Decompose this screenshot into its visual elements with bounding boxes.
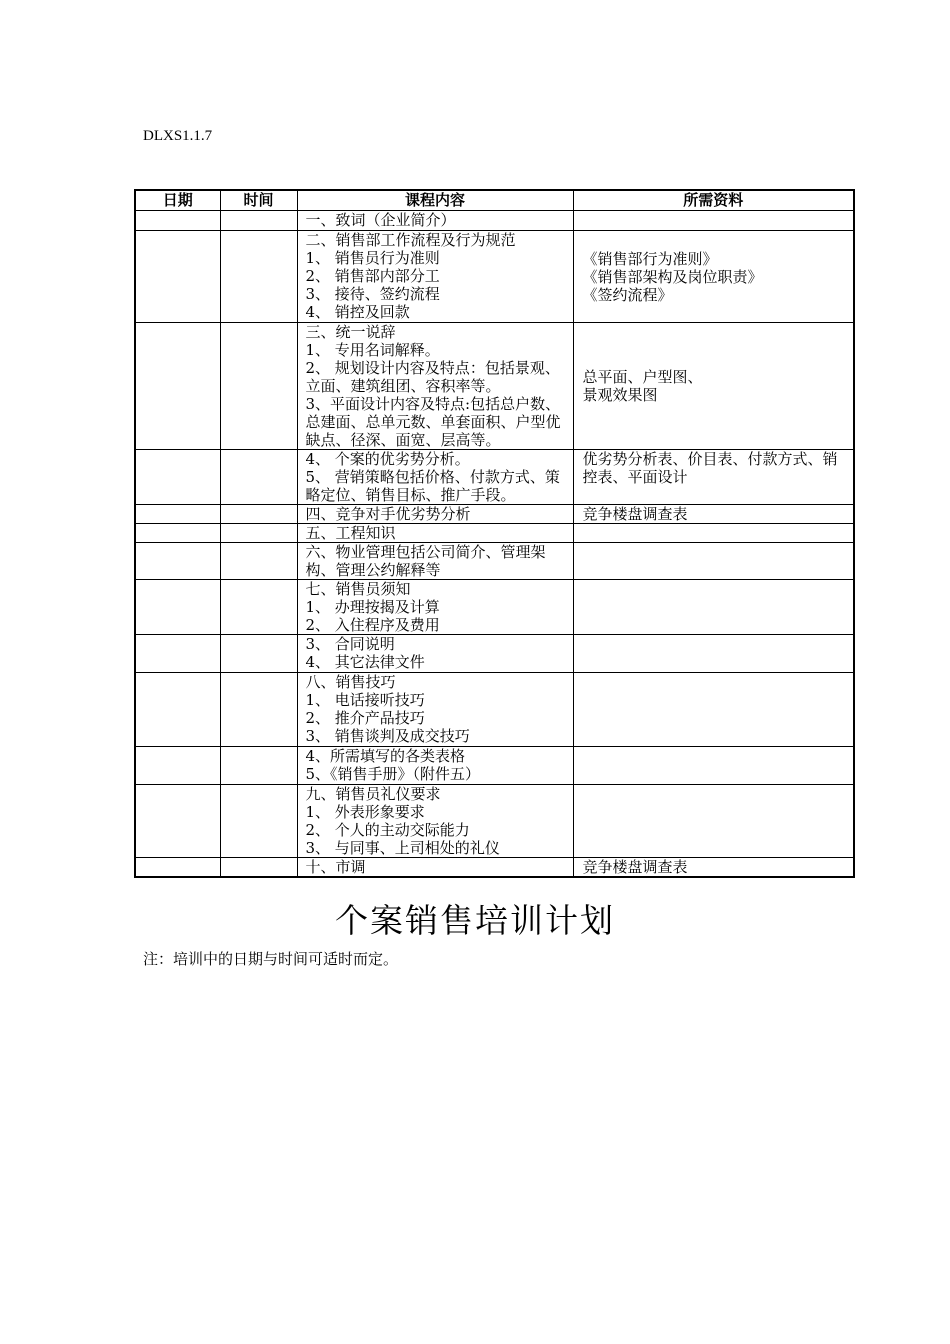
content-cell: 3、 合同说明 4、 其它法律文件 [297,635,573,673]
materials-cell: 竞争楼盘调查表 [573,505,854,524]
content-cell: 九、销售员礼仪要求 1、 外表形象要求 2、 个人的主动交际能力 3、 与同事、上司相处的礼仪 [297,785,573,858]
time-cell [220,673,297,747]
content-cell: 4、所需填写的各类表格 5、《销售手册》（附件五） [297,747,573,785]
table-row [135,211,854,231]
time-cell [220,505,297,524]
table-row [135,505,854,524]
materials-cell: 优劣势分析表、价目表、付款方式、销控表、平面设计 [573,450,854,505]
date-cell [135,673,220,747]
date-cell [135,323,220,450]
date-cell [135,450,220,505]
materials-cell [573,524,854,543]
date-cell [135,231,220,323]
table-row [135,673,854,747]
time-cell [220,858,297,878]
materials-cell [573,543,854,580]
header-time: 时间 [220,190,297,211]
date-cell [135,524,220,543]
materials-cell: 竞争楼盘调查表 [573,858,854,878]
time-cell [220,580,297,635]
content-cell: 六、物业管理包括公司简介、管理架构、管理公约解释等 [297,543,573,580]
training-schedule-table [134,189,855,878]
content-cell: 八、销售技巧 1、 电话接听技巧 2、 推介产品技巧 3、 销售谈判及成交技巧 [297,673,573,747]
materials-cell [573,673,854,747]
materials-cell [573,580,854,635]
content-cell: 4、 个案的优劣势分析。 5、 营销策略包括价格、付款方式、策略定位、销售目标、推广手段。 [297,450,573,505]
materials-cell [573,635,854,673]
content-cell: 七、销售员须知 1、 办理按揭及计算 2、 入住程序及费用 [297,580,573,635]
time-cell [220,211,297,231]
table-row [135,747,854,785]
table-row [135,524,854,543]
materials-cell [573,785,854,858]
document-code: DLXS1.1.7 [143,128,213,144]
header-date: 日期 [135,190,220,211]
content-cell: 一、致词（企业简介） [297,211,573,231]
content-cell: 十、市调 [297,858,573,878]
date-cell [135,635,220,673]
materials-cell [573,211,854,231]
table-row [135,858,854,878]
date-cell [135,211,220,231]
time-cell [220,323,297,450]
table-row [135,635,854,673]
date-cell [135,785,220,858]
time-cell [220,231,297,323]
header-materials: 所需资料 [573,190,854,211]
time-cell [220,785,297,858]
time-cell [220,543,297,580]
time-cell [220,524,297,543]
content-cell: 二、销售部工作流程及行为规范 1、 销售员行为准则 2、 销售部内部分工 3、 接待、签约流程 4、 销控及回款 [297,231,573,323]
table-row [135,450,854,505]
materials-cell [573,747,854,785]
date-cell [135,858,220,878]
table-header-row [135,190,854,211]
header-content: 课程内容 [297,190,573,211]
content-cell: 三、统一说辞 1、 专用名词解释。 2、 规划设计内容及特点：包括景观、立面、建筑组团、容积率等。 3、平面设计内容及特点:包括总户数、总建面、总单元数、单套面积、户型优缺点、径深、面宽、层高等。 [297,323,573,450]
time-cell [220,747,297,785]
page-title: 个案销售培训计划 [335,901,615,940]
table-row [135,785,854,858]
table-row [135,580,854,635]
materials-cell: 总平面、户型图、 景观效果图 [573,323,854,450]
date-cell [135,543,220,580]
materials-cell: 《销售部行为准则》 《销售部架构及岗位职责》 《签约流程》 [573,231,854,323]
table-row [135,231,854,323]
table-row [135,543,854,580]
date-cell [135,747,220,785]
table-row [135,323,854,450]
time-cell [220,635,297,673]
date-cell [135,580,220,635]
content-cell: 四、竞争对手优劣势分析 [297,505,573,524]
time-cell [220,450,297,505]
date-cell [135,505,220,524]
content-cell: 五、工程知识 [297,524,573,543]
footnote: 注：培训中的日期与时间可适时而定。 [143,950,399,968]
